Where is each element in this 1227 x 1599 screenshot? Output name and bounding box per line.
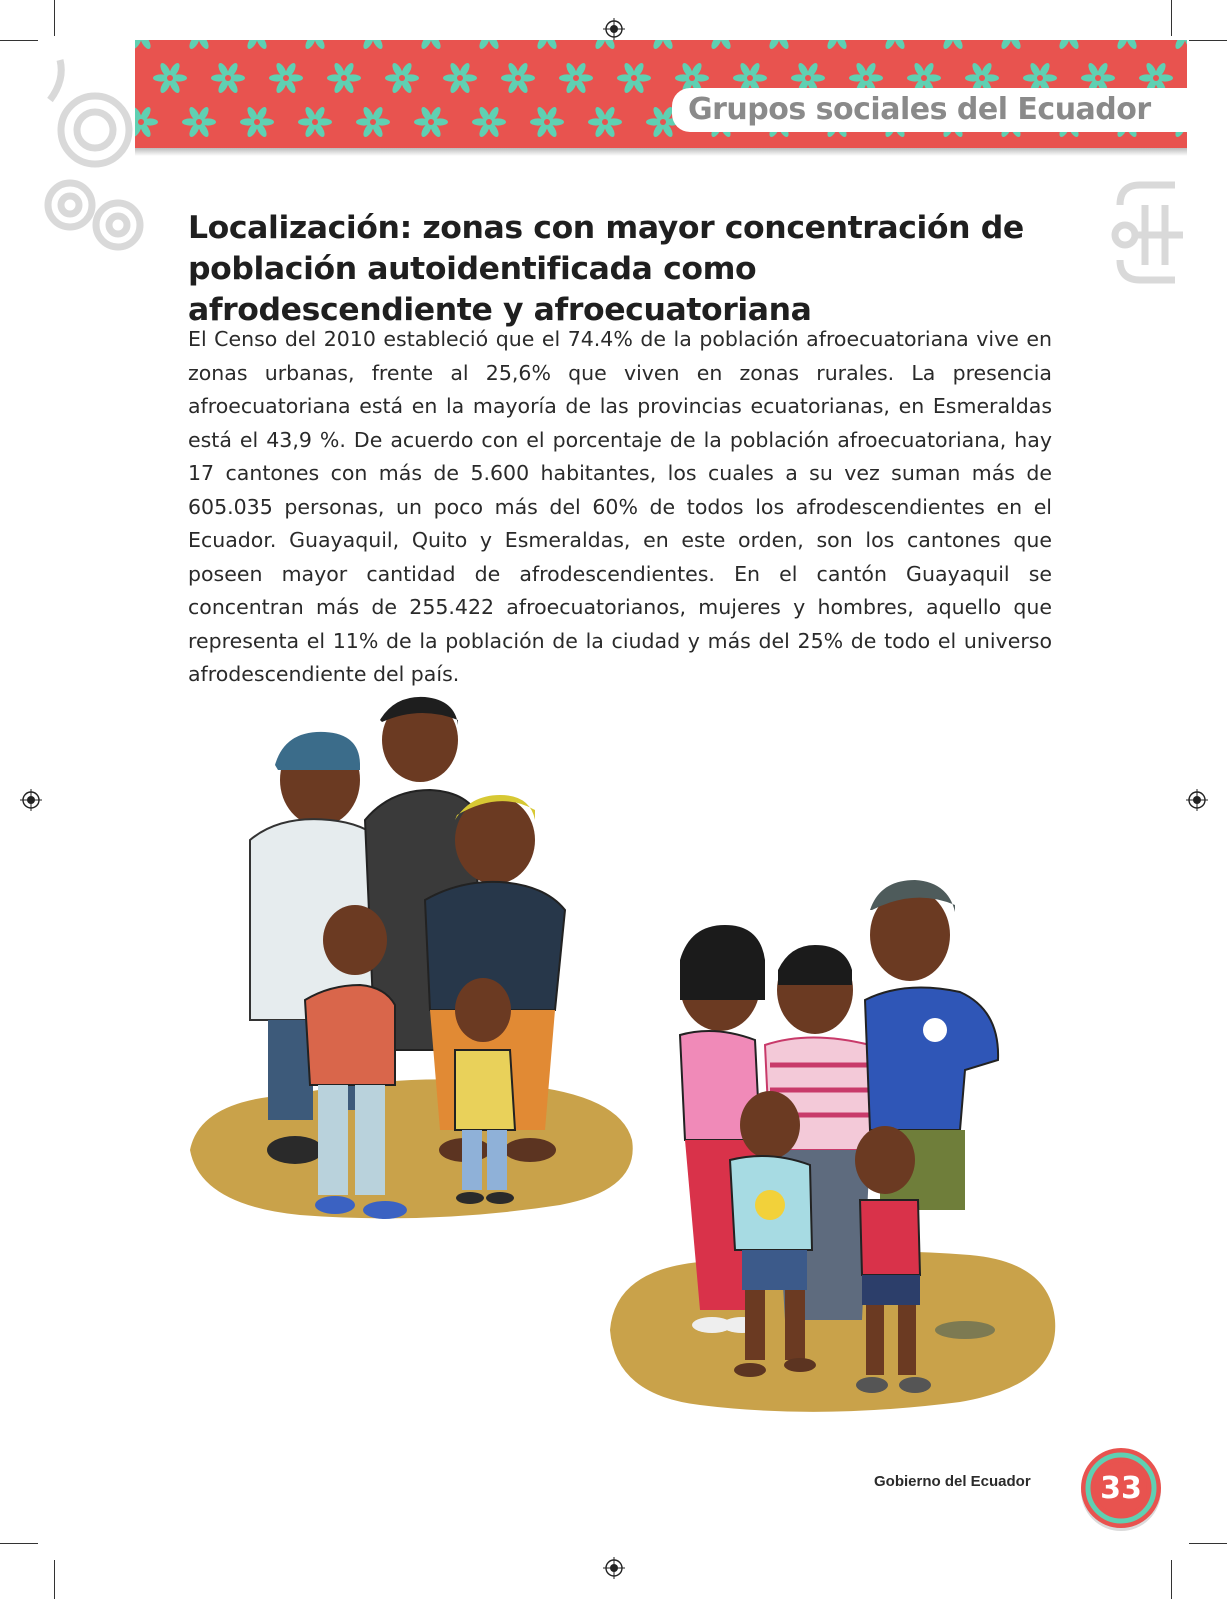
crop-mark <box>54 1560 55 1599</box>
flower-motif <box>878 40 912 51</box>
flower-motif <box>820 40 854 51</box>
flower-motif <box>1168 40 1187 51</box>
flower-motif <box>298 105 332 138</box>
crop-mark <box>1189 1543 1227 1544</box>
flower-motif <box>135 40 158 51</box>
flower-motif <box>240 40 274 51</box>
flower-motif <box>646 40 680 51</box>
flower-motif <box>530 105 564 138</box>
flower-motif <box>472 40 506 51</box>
flower-motif <box>240 105 274 138</box>
flower-motif <box>443 61 477 94</box>
flower-motif <box>385 61 419 94</box>
flower-motif <box>211 61 245 94</box>
flower-motif <box>762 40 796 51</box>
banner-shadow <box>135 148 1187 156</box>
glyph-motif-icon <box>1105 165 1190 295</box>
crop-mark <box>1189 40 1227 41</box>
flower-motif <box>704 40 738 51</box>
registration-mark-icon <box>603 18 625 40</box>
flower-motif <box>936 40 970 51</box>
body-paragraph: El Censo del 2010 estableció que el 74.4% de la población afroecuatoriana vive en zonas urbanas, frente al 25,6% que viven en zonas rurales. La presencia afroecuatoriana está en la mayoría de las provincias ecuatorianas, en Esmeraldas está el 43,9 %. De acuerdo con el porcentaje de la población afroecuatoriana, hay 17 cantones con más de 5.600 habitantes, los cuales a su vez suman más de 605.035 personas, un poco más del 60% de todos los afrodescendientes en el Ecuador. Guayaquil, Quito y Esmeraldas, en este orden, son los cantones que poseen mayor cantidad de afrodescendientes. En el cantón Guayaquil se concentran más de 255.422 afroecuatorianos, mujeres y hombres, aquello que representa el 11% de la población de la ciudad y más del 25% de todo el universo afrodescendiente del país. <box>188 327 1052 686</box>
registration-mark-icon <box>603 1557 625 1579</box>
registration-mark-icon <box>1186 789 1208 811</box>
flower-motif <box>327 61 361 94</box>
crop-mark <box>1171 0 1172 36</box>
flower-motif <box>182 40 216 51</box>
crop-mark <box>54 0 55 36</box>
flower-motif <box>414 105 448 138</box>
flower-motif <box>298 40 332 51</box>
flower-motif <box>994 40 1028 51</box>
flower-motif <box>501 61 535 94</box>
flower-motif <box>1052 40 1086 51</box>
flower-motif <box>153 61 187 94</box>
flower-motif <box>182 105 216 138</box>
flower-motif <box>617 61 651 94</box>
crop-mark <box>0 1543 38 1544</box>
flower-motif <box>1110 40 1144 51</box>
flower-motif <box>588 105 622 138</box>
flower-motif <box>269 61 303 94</box>
registration-mark-icon <box>20 789 42 811</box>
page-number: 33 <box>1100 1471 1142 1506</box>
flower-motif <box>135 105 158 138</box>
spiral-motif-icon <box>40 40 150 255</box>
page-heading: Localización: zonas con mayor concentración de población autoidentificada como afrodescendiente y afroecuatoriana <box>188 210 1024 328</box>
flower-motif <box>588 40 622 51</box>
flower-motif <box>559 61 593 94</box>
section-title: Grupos sociales del Ecuador <box>688 92 1151 127</box>
flower-motif <box>356 40 390 51</box>
flower-motif <box>530 40 564 51</box>
flower-motif <box>356 105 390 138</box>
crop-mark <box>1171 1560 1172 1599</box>
crop-mark <box>0 40 38 41</box>
flower-motif <box>472 105 506 138</box>
flower-motif <box>414 40 448 51</box>
publisher-label: Gobierno del Ecuador <box>874 1473 1031 1490</box>
